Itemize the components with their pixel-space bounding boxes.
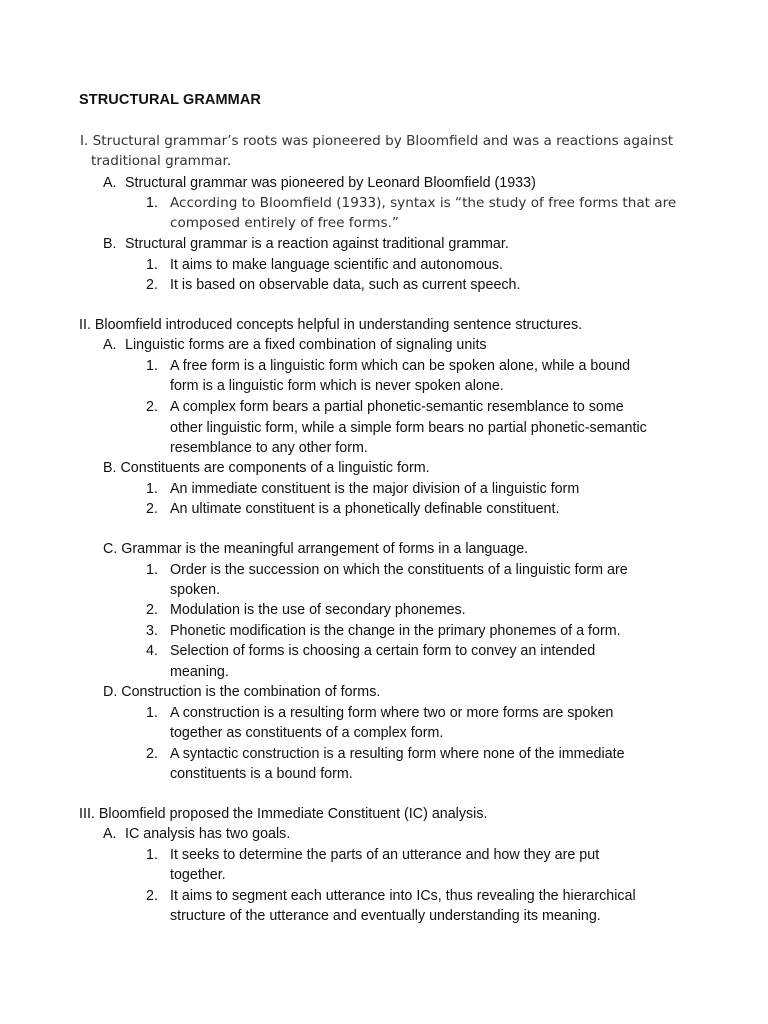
section-2-b-sub-1-line-1: An immediate constituent is the major division of a linguistic form: [170, 481, 580, 497]
section-2-c-sub-2-marker: 2.: [146, 602, 158, 618]
section-1-heading-line-1: I. Structural grammar’s roots was pioneered by Bloomfield and was a reactions against: [80, 133, 674, 149]
section-3-a-sub-1-line-1: It seeks to determine the parts of an utterance and how they are put: [170, 847, 600, 863]
section-2-a-sub-1-line-2: form is a linguistic form which is never spoken alone.: [170, 378, 504, 394]
section-2-b-sub-2-marker: 2.: [146, 501, 158, 517]
section-2-d-sub-1-marker: 1.: [146, 705, 158, 721]
section-2-a-sub-2-marker: 2.: [146, 399, 158, 415]
section-3-heading: III. Bloomfield proposed the Immediate Constituent (IC) analysis.: [79, 806, 488, 822]
section-1-b-sub-2-marker: 2.: [146, 277, 158, 293]
section-2-a-sub-1-marker: 1.: [146, 358, 158, 374]
section-2-d-sub-2-line-1: A syntactic construction is a resulting form where none of the immediate: [170, 746, 625, 762]
section-2-heading: II. Bloomfield introduced concepts helpful in understanding sentence structures.: [79, 317, 583, 333]
section-1-a-sub-1-marker: 1.: [146, 195, 158, 211]
section-2-item-a-text: Linguistic forms are a fixed combination of signaling units: [125, 337, 487, 353]
section-1-item-a-text: Structural grammar was pioneered by Leonard Bloomfield (1933): [125, 175, 536, 191]
section-3-a-sub-1-line-2: together.: [170, 867, 226, 883]
section-1-item-b-text: Structural grammar is a reaction against traditional grammar.: [125, 236, 509, 252]
section-2-b-sub-2-line-1: An ultimate constituent is a phonetically definable constituent.: [170, 501, 560, 517]
section-2-item-d-text: D. Construction is the combination of forms.: [103, 684, 381, 700]
section-2-c-sub-4-line-1: Selection of forms is choosing a certain form to convey an intended: [170, 643, 596, 659]
section-3-item-a-text: IC analysis has two goals.: [125, 826, 291, 842]
section-2-c-sub-1-line-1: Order is the succession on which the constituents of a linguistic form are: [170, 562, 628, 578]
section-2-c-sub-2-line-1: Modulation is the use of secondary phonemes.: [170, 602, 466, 618]
section-1-a-sub-1-line-2: composed entirely of free forms.”: [170, 215, 399, 231]
document-title: STRUCTURAL GRAMMAR: [79, 92, 261, 108]
section-2-c-sub-3-marker: 3.: [146, 623, 158, 639]
section-1-item-b-marker: B.: [103, 236, 117, 252]
section-1-item-a-marker: A.: [103, 175, 117, 191]
section-3-a-sub-2-line-1: It aims to segment each utterance into ICs, thus revealing the hierarchical: [170, 888, 636, 904]
section-1-b-sub-2-line-1: It is based on observable data, such as current speech.: [170, 277, 521, 293]
section-2-d-sub-1-line-2: together as constituents of a complex form.: [170, 725, 444, 741]
section-2-a-sub-2-line-2: other linguistic form, while a simple form bears no partial phonetic-semantic: [170, 420, 647, 436]
section-2-d-sub-1-line-1: A construction is a resulting form where two or more forms are spoken: [170, 705, 614, 721]
section-1-b-sub-1-line-1: It aims to make language scientific and autonomous.: [170, 257, 503, 273]
section-1-b-sub-1-marker: 1.: [146, 257, 158, 273]
section-2-c-sub-4-marker: 4.: [146, 643, 158, 659]
section-2-d-sub-2-line-2: constituents is a bound form.: [170, 766, 353, 782]
section-2-a-sub-1-line-1: A free form is a linguistic form which can be spoken alone, while a bound: [170, 358, 631, 374]
section-3-item-a-marker: A.: [103, 826, 117, 842]
section-2-c-sub-4-line-2: meaning.: [170, 664, 229, 680]
section-2-b-sub-1-marker: 1.: [146, 481, 158, 497]
section-3-a-sub-2-marker: 2.: [146, 888, 158, 904]
section-2-c-sub-3-line-1: Phonetic modification is the change in the primary phonemes of a form.: [170, 623, 621, 639]
section-2-item-b-text: B. Constituents are components of a linguistic form.: [103, 460, 430, 476]
section-2-item-c-text: C. Grammar is the meaningful arrangement of forms in a language.: [103, 541, 529, 557]
section-2-item-a-marker: A.: [103, 337, 117, 353]
section-1-a-sub-1-line-1: According to Bloomfield (1933), syntax is “the study of free forms that are: [170, 195, 677, 211]
section-3-a-sub-1-marker: 1.: [146, 847, 158, 863]
section-3-a-sub-2-line-2: structure of the utterance and eventually understanding its meaning.: [170, 908, 601, 924]
section-2-a-sub-2-line-1: A complex form bears a partial phonetic-semantic resemblance to some: [170, 399, 624, 415]
section-2-d-sub-2-marker: 2.: [146, 746, 158, 762]
section-2-a-sub-2-line-3: resemblance to any other form.: [170, 440, 368, 456]
section-1-heading-line-2: traditional grammar.: [91, 153, 232, 169]
section-2-c-sub-1-line-2: spoken.: [170, 582, 221, 598]
section-2-c-sub-1-marker: 1.: [146, 562, 158, 578]
